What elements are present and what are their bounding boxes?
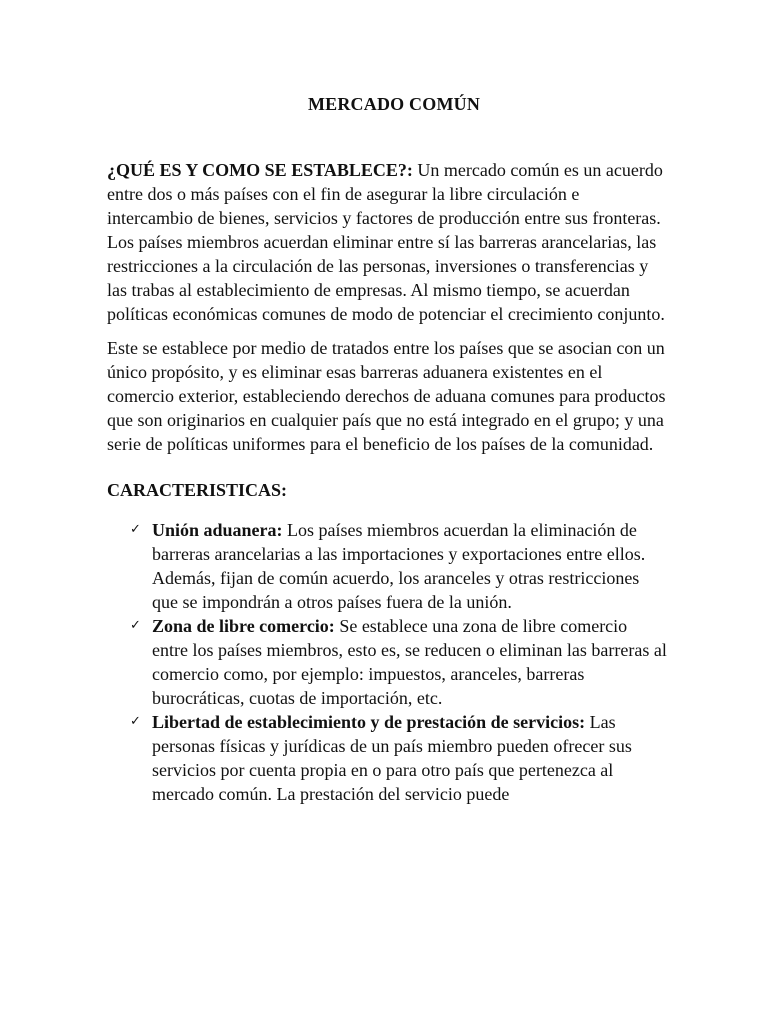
establish-paragraph: Este se establece por medio de tratados entre los países que se asocian con un único propósito, y es eliminar esas barreras aduanera existentes en el comercio exterior, estableciendo derechos de aduana comunes para productos que son originarios en cualquier país que no está integrado en el grupo; y una serie de políticas uniformes para el beneficio de los países de la comunidad. — [107, 338, 666, 454]
list-item — [130, 710, 667, 806]
intro-paragraph — [107, 158, 667, 326]
list-item-label: Zona de libre comercio: — [152, 616, 335, 636]
check-icon: ✓ — [130, 522, 141, 537]
intro-label: ¿QUÉ ES Y COMO SE ESTABLECE?: — [107, 160, 413, 180]
list-item — [130, 518, 667, 614]
check-icon: ✓ — [130, 618, 141, 633]
list-item-text: Los países miembros acuerdan la eliminación de barreras arancelarias a las importaciones y exportaciones entre ellos. Además, fijan de común acuerdo, los aranceles y otras restricciones que se impondrán a otros países fuera de la unión. — [152, 520, 646, 612]
section-heading: CARACTERISTICAS: — [107, 480, 288, 500]
list-item — [130, 614, 667, 710]
intro-text: Un mercado común es un acuerdo entre dos o más países con el fin de asegurar la libre circulación e intercambio de bienes, servicios y factores de producción entre sus fronteras. Los países miembros acuerdan eliminar entre sí las barreras arancelarias, las restricciones a la circulación de las personas, inversiones o transferencias y las trabas al establecimiento de empresas. Al mismo tiempo, se acuerdan políticas económicas comunes de modo de potenciar el crecimiento conjunto. — [107, 160, 665, 324]
list-item-text: Se establece una zona de libre comercio entre los países miembros, esto es, se reducen o eliminan las barreras al comercio como, por ejemplo: impuestos, aranceles, barreras burocráticas, cuotas de importación, etc. — [152, 616, 667, 708]
check-icon: ✓ — [130, 714, 141, 729]
page-title: MERCADO COMÚN — [307, 94, 481, 114]
list-item-label: Unión aduanera: — [152, 520, 283, 540]
list-item-label: Libertad de establecimiento y de prestación de servicios: — [152, 712, 586, 732]
characteristics-list — [107, 518, 667, 806]
document-body — [107, 92, 667, 806]
list-item-text: Las personas físicas y jurídicas de un país miembro pueden ofrecer sus servicios por cuenta propia en o para otro país que pertenezca al mercado común. La prestación del servicio puede — [152, 712, 632, 804]
